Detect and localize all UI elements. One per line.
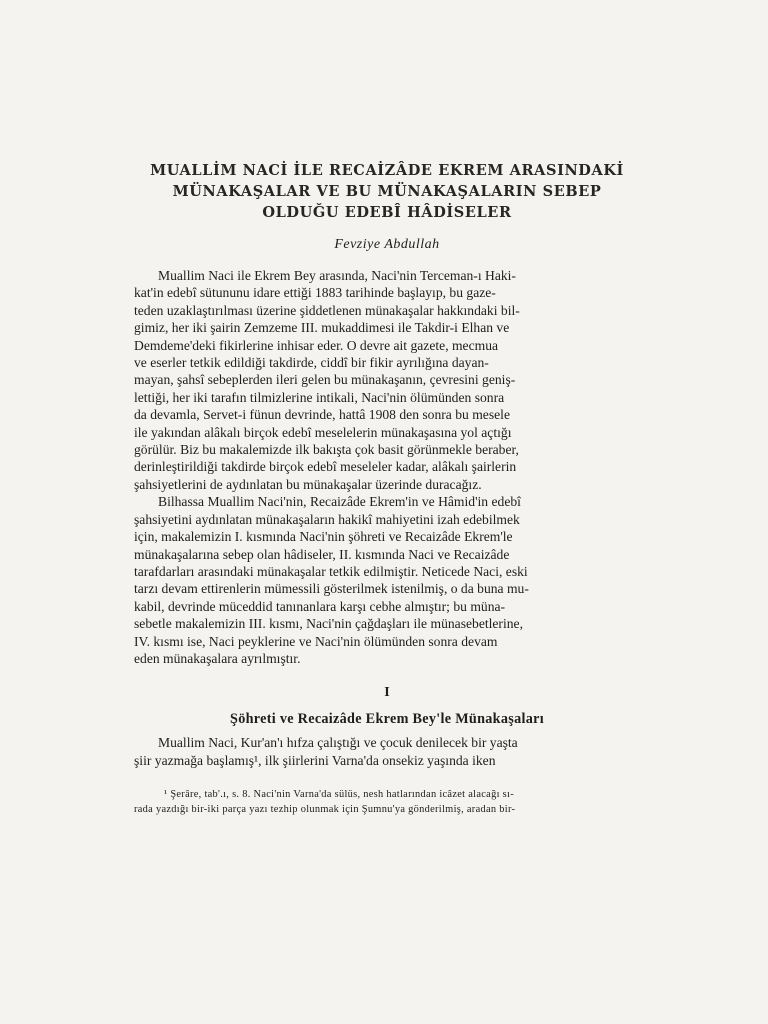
section-title: Şöhreti ve Recaizâde Ekrem Bey'le Münakaşaları xyxy=(230,711,544,728)
title-line: MUALLİM NACİ İLE RECAİZÂDE EKREM ARASINDAKİ xyxy=(150,162,624,179)
text-line: için, makalemizin I. kısmında Naci'nin şöhreti ve Recaizâde Ekrem'le xyxy=(134,529,513,545)
text-line: teden uzaklaştırılması üzerine şiddetlenen münakaşalar hakkındaki bil- xyxy=(134,302,520,318)
text-line: şahsiyetini aydınlatan münakaşaların hakikî mahiyetini izah edebilmek xyxy=(134,511,520,527)
title-line: MÜNAKAŞALAR VE BU MÜNAKAŞALARIN SEBEP xyxy=(172,183,602,200)
text-line: tarzı devam ettirenlerin mümessili gösterilmek istenilmiş, o da buna mu- xyxy=(134,581,529,597)
paragraph-1 xyxy=(134,267,640,493)
text-line: lettiği, her iki tarafın tilmizlerine intikali, Naci'nin ölümünden sonra xyxy=(134,389,505,405)
footnote-line: ¹ Şerâre, tab'.ı, s. 8. Naci'nin Varna'da sülüs, nesh hatlarından icâzet alacağı sı- xyxy=(164,789,514,801)
text-line: Muallim Naci, Kur'an'ı hıfza çalıştığı ve çocuk denilecek bir yaşta xyxy=(158,735,518,751)
footnote xyxy=(134,787,640,817)
text-line: görülür. Biz bu makalemizde ilk bakışta çok basit görünmekle beraber, xyxy=(134,442,519,458)
text-line: kabil, devrinde müceddid tanınanlara karşı cebhe almıştır; bu müna- xyxy=(134,598,506,614)
text-line: Bilhassa Muallim Naci'nin, Recaizâde Ekrem'in ve Hâmid'in edebî xyxy=(158,494,521,510)
text-line: eden münakaşalara ayrılmıştır. xyxy=(134,650,301,666)
title-line: OLDUĞU EDEBÎ HÂDİSELER xyxy=(262,204,512,221)
text-line: Muallim Naci ile Ekrem Bey arasında, Naci'nin Terceman-ı Haki- xyxy=(158,268,516,283)
footnote-line: rada yazdığı bir-iki parça yazı tezhip olunmak için Şumnu'ya gönderilmiş, aradan bir- xyxy=(134,804,516,816)
article-title xyxy=(134,160,640,223)
text-line: derinleştirildiği takdirde birçok edebî meseleler kadar, alâkalı şairlerin xyxy=(134,459,517,475)
text-line: ile yakından alâkalı birçok edebî meselelerin münakaşasına yol açtığı xyxy=(134,424,512,440)
paragraph-2 xyxy=(134,493,640,667)
text-line: IV. kısmı ise, Naci peyklerine ve Naci'nin ölümünden sonra devam xyxy=(134,633,498,649)
text-line: sebetle makalemizin III. kısmı, Naci'nin çağdaşları ile münasebetlerine, xyxy=(134,616,523,632)
text-line: ve eserler tetkik edildiği takdirde, ciddî bir fikir ayrılığına dayan- xyxy=(134,355,489,371)
paragraph-3 xyxy=(134,734,640,769)
text-line: münakaşalarına sebep olan hâdiseler, II. kısmında Naci ve Recaizâde xyxy=(134,546,510,562)
text-line: gimiz, her iki şairin Zemzeme III. mukaddimesi ile Takdir-i Elhan ve xyxy=(134,320,510,336)
text-line: şahsiyetlerini de aydınlatan bu münakaşalar üzerinde duracağız. xyxy=(134,476,482,492)
document-page xyxy=(134,160,640,817)
author-name: Fevziye Abdullah xyxy=(334,237,440,252)
section-number: I xyxy=(384,685,390,701)
text-line: şiir yazmağa başlamış¹, ilk şiirlerini Varna'da onsekiz yaşında iken xyxy=(134,752,496,768)
text-line: kat'in edebî sütununu idare ettiği 1883 tarihinde başlayıp, bu gaze- xyxy=(134,285,496,301)
text-line: da devamla, Servet-i fünun devrinde, hattâ 1908 den sonra bu mesele xyxy=(134,407,510,423)
text-line: Demdeme'deki fikirlerine inhisar eder. O devre ait gazete, mecmua xyxy=(134,337,499,353)
text-line: tarafdarları arasındaki münakaşalar tetkik edilmiştir. Neticede Naci, eski xyxy=(134,563,528,579)
text-line: mayan, şahsî sebeplerden ileri gelen bu münakaşanın, çevresini geniş- xyxy=(134,372,516,388)
